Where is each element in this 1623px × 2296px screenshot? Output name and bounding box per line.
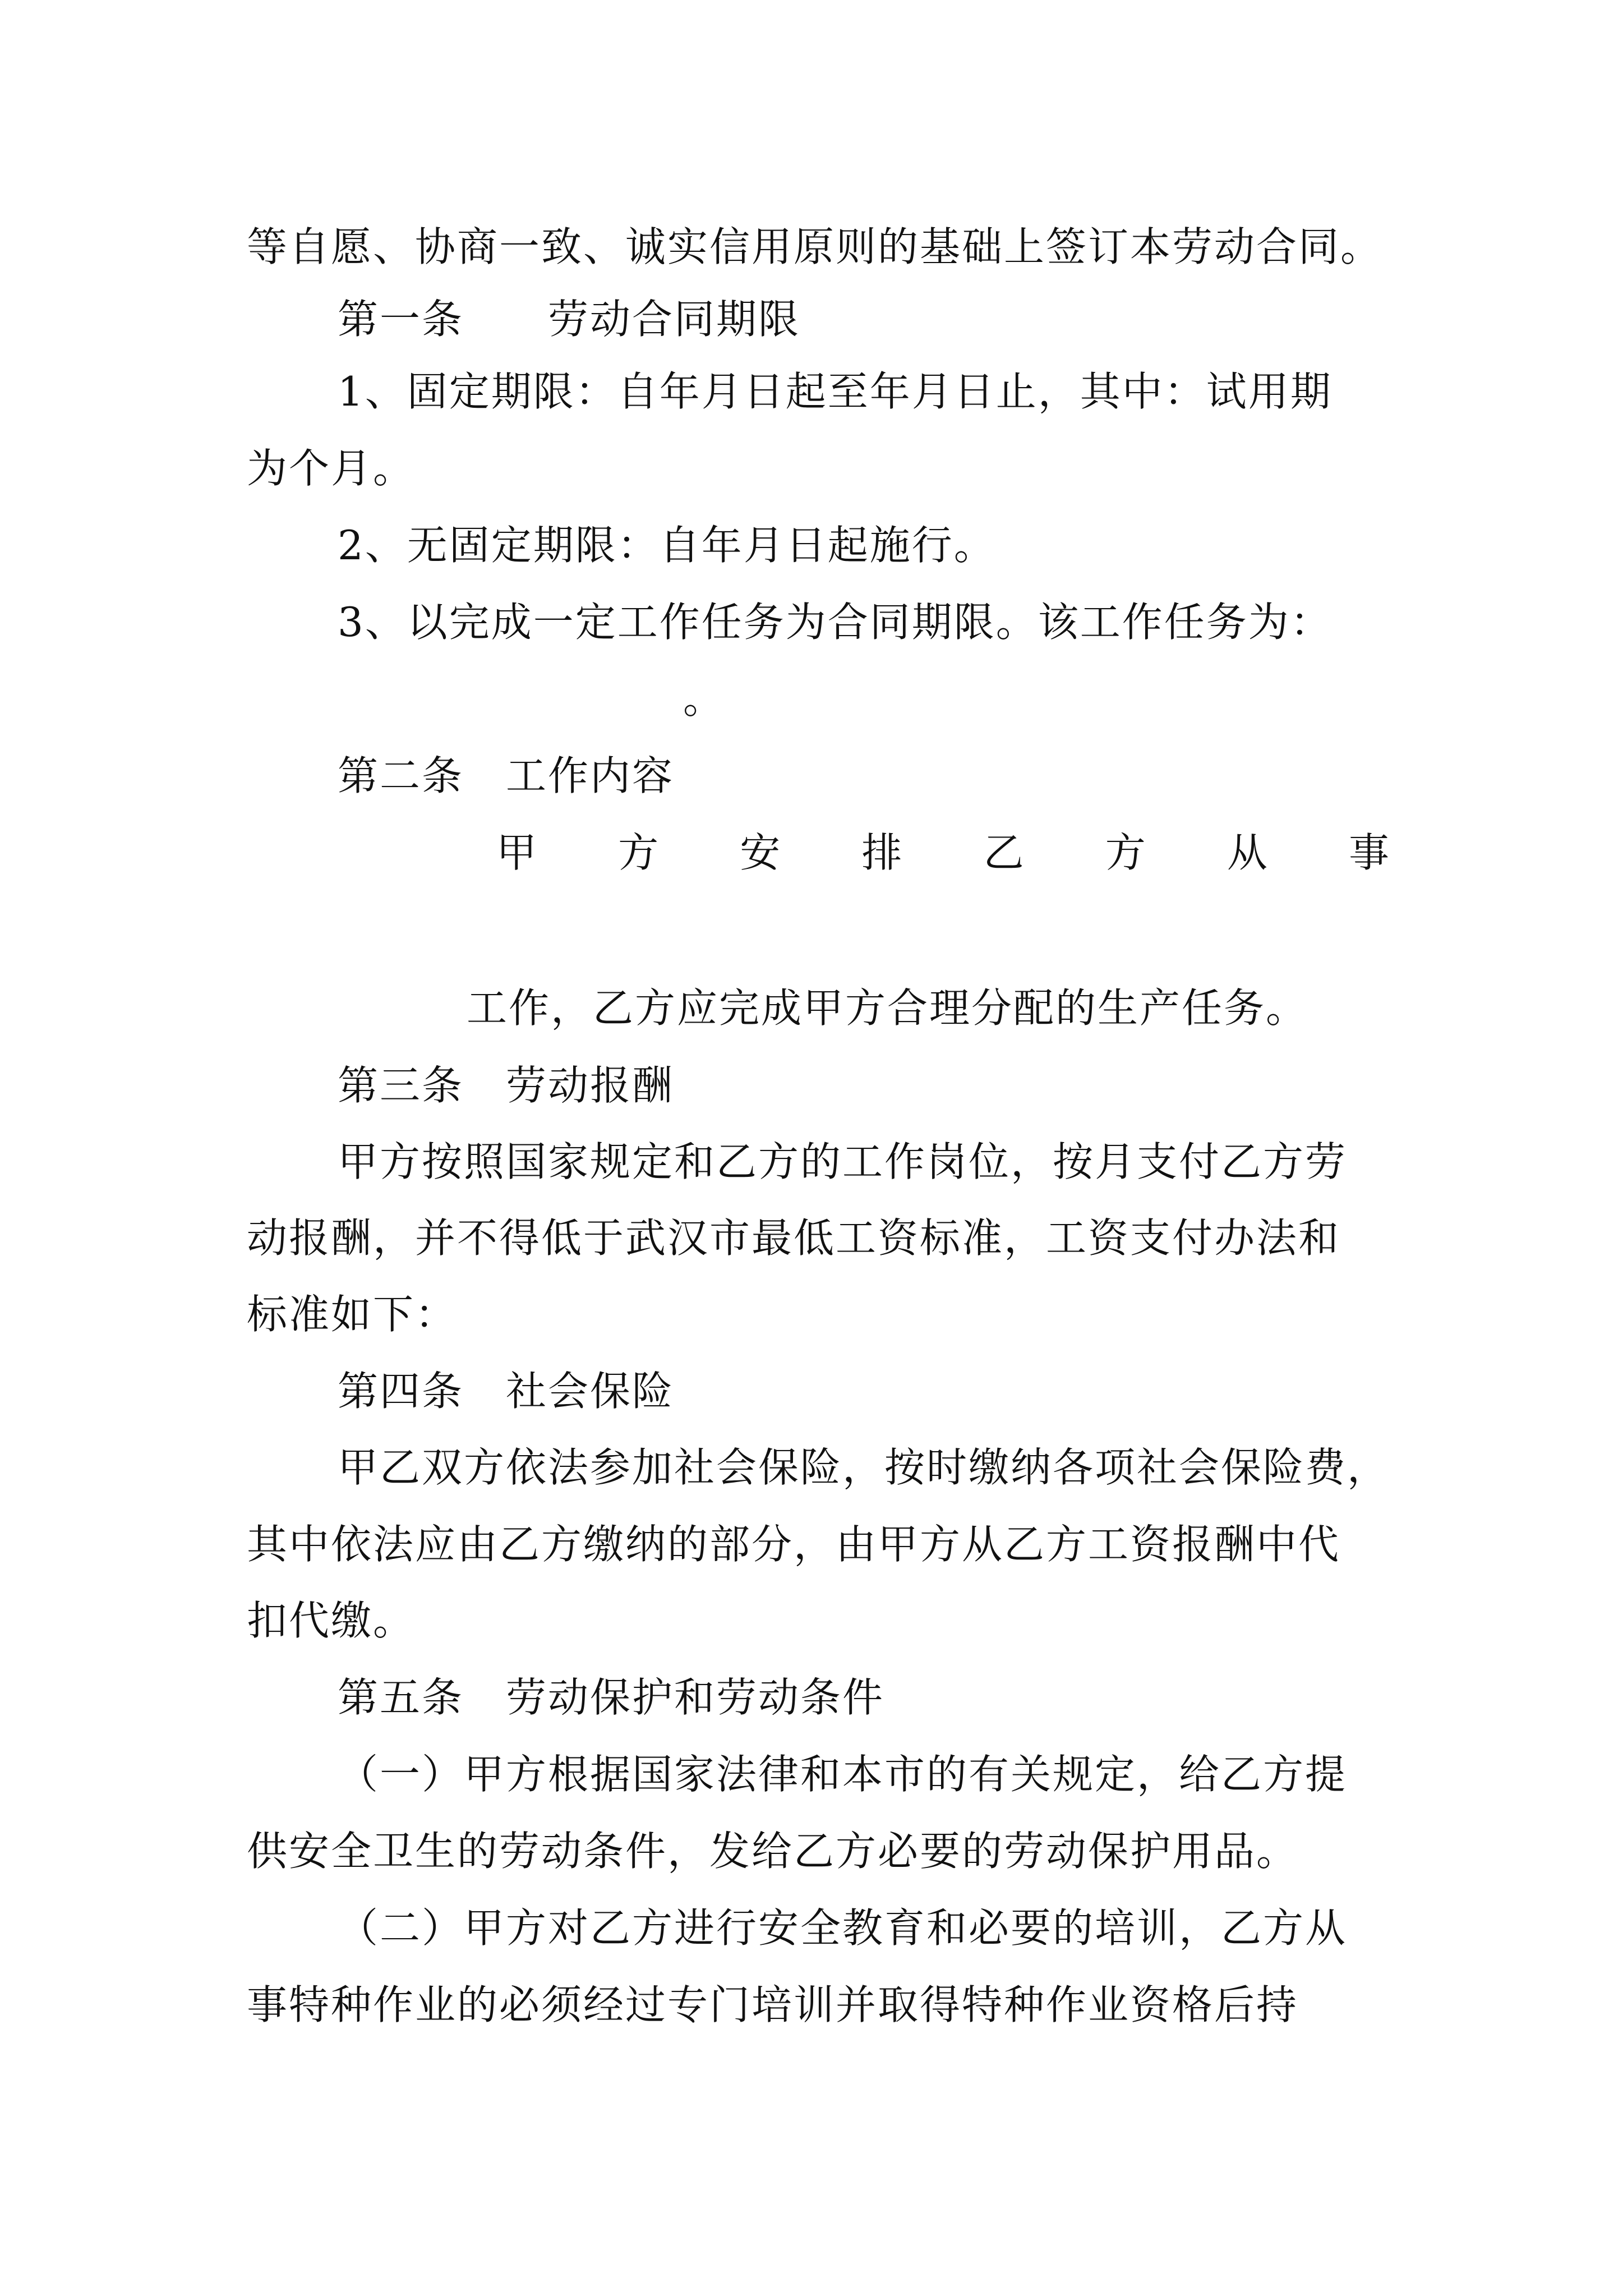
spaced-char: 方 xyxy=(618,829,661,876)
spaced-char: 排 xyxy=(861,829,904,876)
text-line: （二）甲方对乙方进行安全教育和必要的培训，乙方从 xyxy=(338,1904,1348,1952)
text-line: 等自愿、协商一致、诚实信用原则的基础上签订本劳动合同。 xyxy=(247,223,1383,270)
text-line: 标准如下： xyxy=(247,1291,458,1338)
text-line: 。 xyxy=(683,675,726,723)
text-line: 为个月。 xyxy=(247,445,416,492)
text-line: 1、固定期限：自年月日起至年月日止，其中：试用期 xyxy=(338,368,1332,415)
text-line: 其中依法应由乙方缴纳的部分，由甲方从乙方工资报酬中代 xyxy=(247,1521,1341,1568)
spaced-char: 从 xyxy=(1227,829,1269,876)
spaced-char: 安 xyxy=(740,829,782,876)
spaced-char: 甲 xyxy=(496,829,539,876)
spaced-char: 乙 xyxy=(983,829,1026,876)
article-heading: 第四条 社会保险 xyxy=(338,1368,675,1415)
text-line: 工作，乙方应完成甲方合理分配的生产任务。 xyxy=(467,984,1308,1032)
article-heading: 第二条 工作内容 xyxy=(338,752,675,799)
text-line: 供安全卫生的劳动条件，发给乙方必要的劳动保护用品。 xyxy=(247,1828,1299,1875)
article-heading: 第五条 劳动保护和劳动条件 xyxy=(338,1674,885,1721)
article-heading: 第一条 劳动合同期限 xyxy=(338,296,801,343)
spaced-text-line xyxy=(496,825,1391,881)
text-line: 事特种作业的必须经过专门培训并取得特种作业资格后持 xyxy=(247,1981,1299,2028)
text-line: 甲方按照国家规定和乙方的工作岗位，按月支付乙方劳 xyxy=(338,1138,1348,1185)
spaced-char: 方 xyxy=(1105,829,1147,876)
text-line: 3、以完成一定工作任务为合同期限。该工作任务为： xyxy=(338,599,1332,646)
text-line: 扣代缴。 xyxy=(247,1597,416,1644)
text-line: （一）甲方根据国家法律和本市的有关规定，给乙方提 xyxy=(338,1751,1348,1798)
text-line: 动报酬，并不得低于武汉市最低工资标准，工资支付办法和 xyxy=(247,1214,1341,1262)
spaced-char: 事 xyxy=(1348,829,1391,876)
text-line: 2、无固定期限：自年月日起施行。 xyxy=(338,522,996,569)
article-heading: 第三条 劳动报酬 xyxy=(338,1062,675,1109)
text-line: 甲乙双方依法参加社会保险，按时缴纳各项社会保险费， xyxy=(338,1444,1390,1491)
